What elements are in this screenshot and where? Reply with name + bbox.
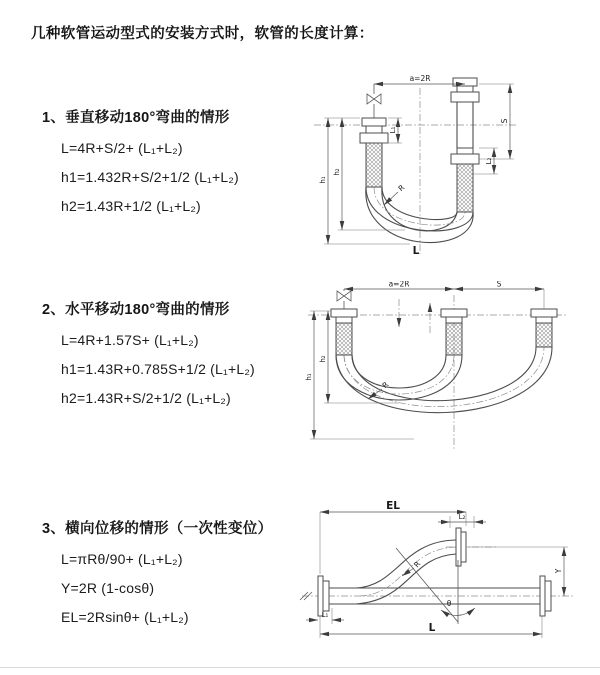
radius-label: R: [380, 379, 391, 391]
left-fitting: [362, 118, 386, 126]
left-braid-section: [336, 323, 352, 355]
dim-y-label: Y: [554, 568, 563, 574]
section1-formula-h1: h1=1.432R+S/2+1/2 (L₁+L₂): [61, 169, 239, 185]
section3-formula-EL: EL=2Rsinθ+ (L₁+L₂): [61, 609, 189, 625]
dim-a2r-label: a=2R: [388, 281, 410, 289]
dim-h1-label: h₁: [305, 373, 313, 381]
dim-a2r-label: a=2R: [409, 74, 431, 83]
diagram-horizontal-180-bend: [304, 281, 590, 453]
dim-el-label: EL: [386, 500, 400, 512]
upper-right-flange: [456, 528, 461, 566]
lower-right-flange: [540, 576, 545, 616]
dim-h1-label: h₁: [319, 176, 327, 184]
diagram-vertical-180-bend: [310, 68, 586, 258]
right-fitting: [531, 309, 557, 317]
left-fitting: [331, 309, 357, 317]
section2-formula-h1: h1=1.43R+0.785S+1/2 (L₁+L₂): [61, 361, 255, 377]
section2-heading: 2、水平移动180°弯曲的情形: [42, 302, 230, 318]
dim-l1-label: L₁: [321, 611, 329, 619]
right-braid-section: [457, 164, 473, 212]
dim-l1-label: L₁: [389, 126, 397, 134]
left-braid-section: [366, 143, 382, 187]
section3-formula-Y: Y=2R (1-cosθ): [61, 580, 155, 596]
section-horizontal-180: [42, 298, 312, 406]
dim-l2-label: L₂: [485, 157, 493, 165]
length-l-label: L: [412, 245, 420, 257]
radius-label: R: [396, 182, 407, 194]
middle-braid-section: [446, 323, 462, 355]
bottom-divider: [0, 667, 600, 668]
dim-s-label: S: [496, 281, 502, 289]
dim-l-label: L: [428, 622, 436, 634]
dim-h2-label: h₂: [319, 355, 327, 363]
valve-icon: [337, 291, 351, 301]
section1-heading: 1、垂直移动180°弯曲的情形: [42, 110, 230, 126]
section2-formula-L: L=4R+1.57S+ (L₁+L₂): [61, 332, 199, 348]
page-title: 几种软管运动型式的安装方式时，软管的长度计算：: [31, 26, 374, 42]
hose-centerline: [360, 547, 456, 596]
dim-h2-label: h₂: [333, 168, 341, 176]
left-flange: [318, 576, 323, 616]
section1-formula-L: L=4R+S/2+ (L₁+L₂): [61, 140, 183, 156]
diagram-lateral-displacement: [298, 500, 594, 648]
section1-formula-h2: h2=1.43R+1/2 (L₁+L₂): [61, 198, 201, 214]
dim-l2-label: L₂: [458, 513, 466, 521]
valve-icon: [367, 94, 381, 104]
dim-s-label: S: [500, 118, 509, 124]
section2-formula-h2: h2=1.43R+S/2+1/2 (L₁+L₂): [61, 390, 231, 406]
section3-formula-L: L=πRθ/90+ (L₁+L₂): [61, 551, 183, 567]
angle-theta-label: θ: [446, 599, 452, 608]
middle-fitting: [441, 309, 467, 317]
section-vertical-180: [42, 106, 312, 214]
section-lateral-displacement: [42, 517, 312, 625]
right-fitting: [453, 78, 477, 86]
section3-heading: 3、横向位移的情形（一次性变位）: [42, 521, 273, 537]
radius-label: R: [411, 559, 423, 570]
right-braid-section: [536, 323, 552, 347]
